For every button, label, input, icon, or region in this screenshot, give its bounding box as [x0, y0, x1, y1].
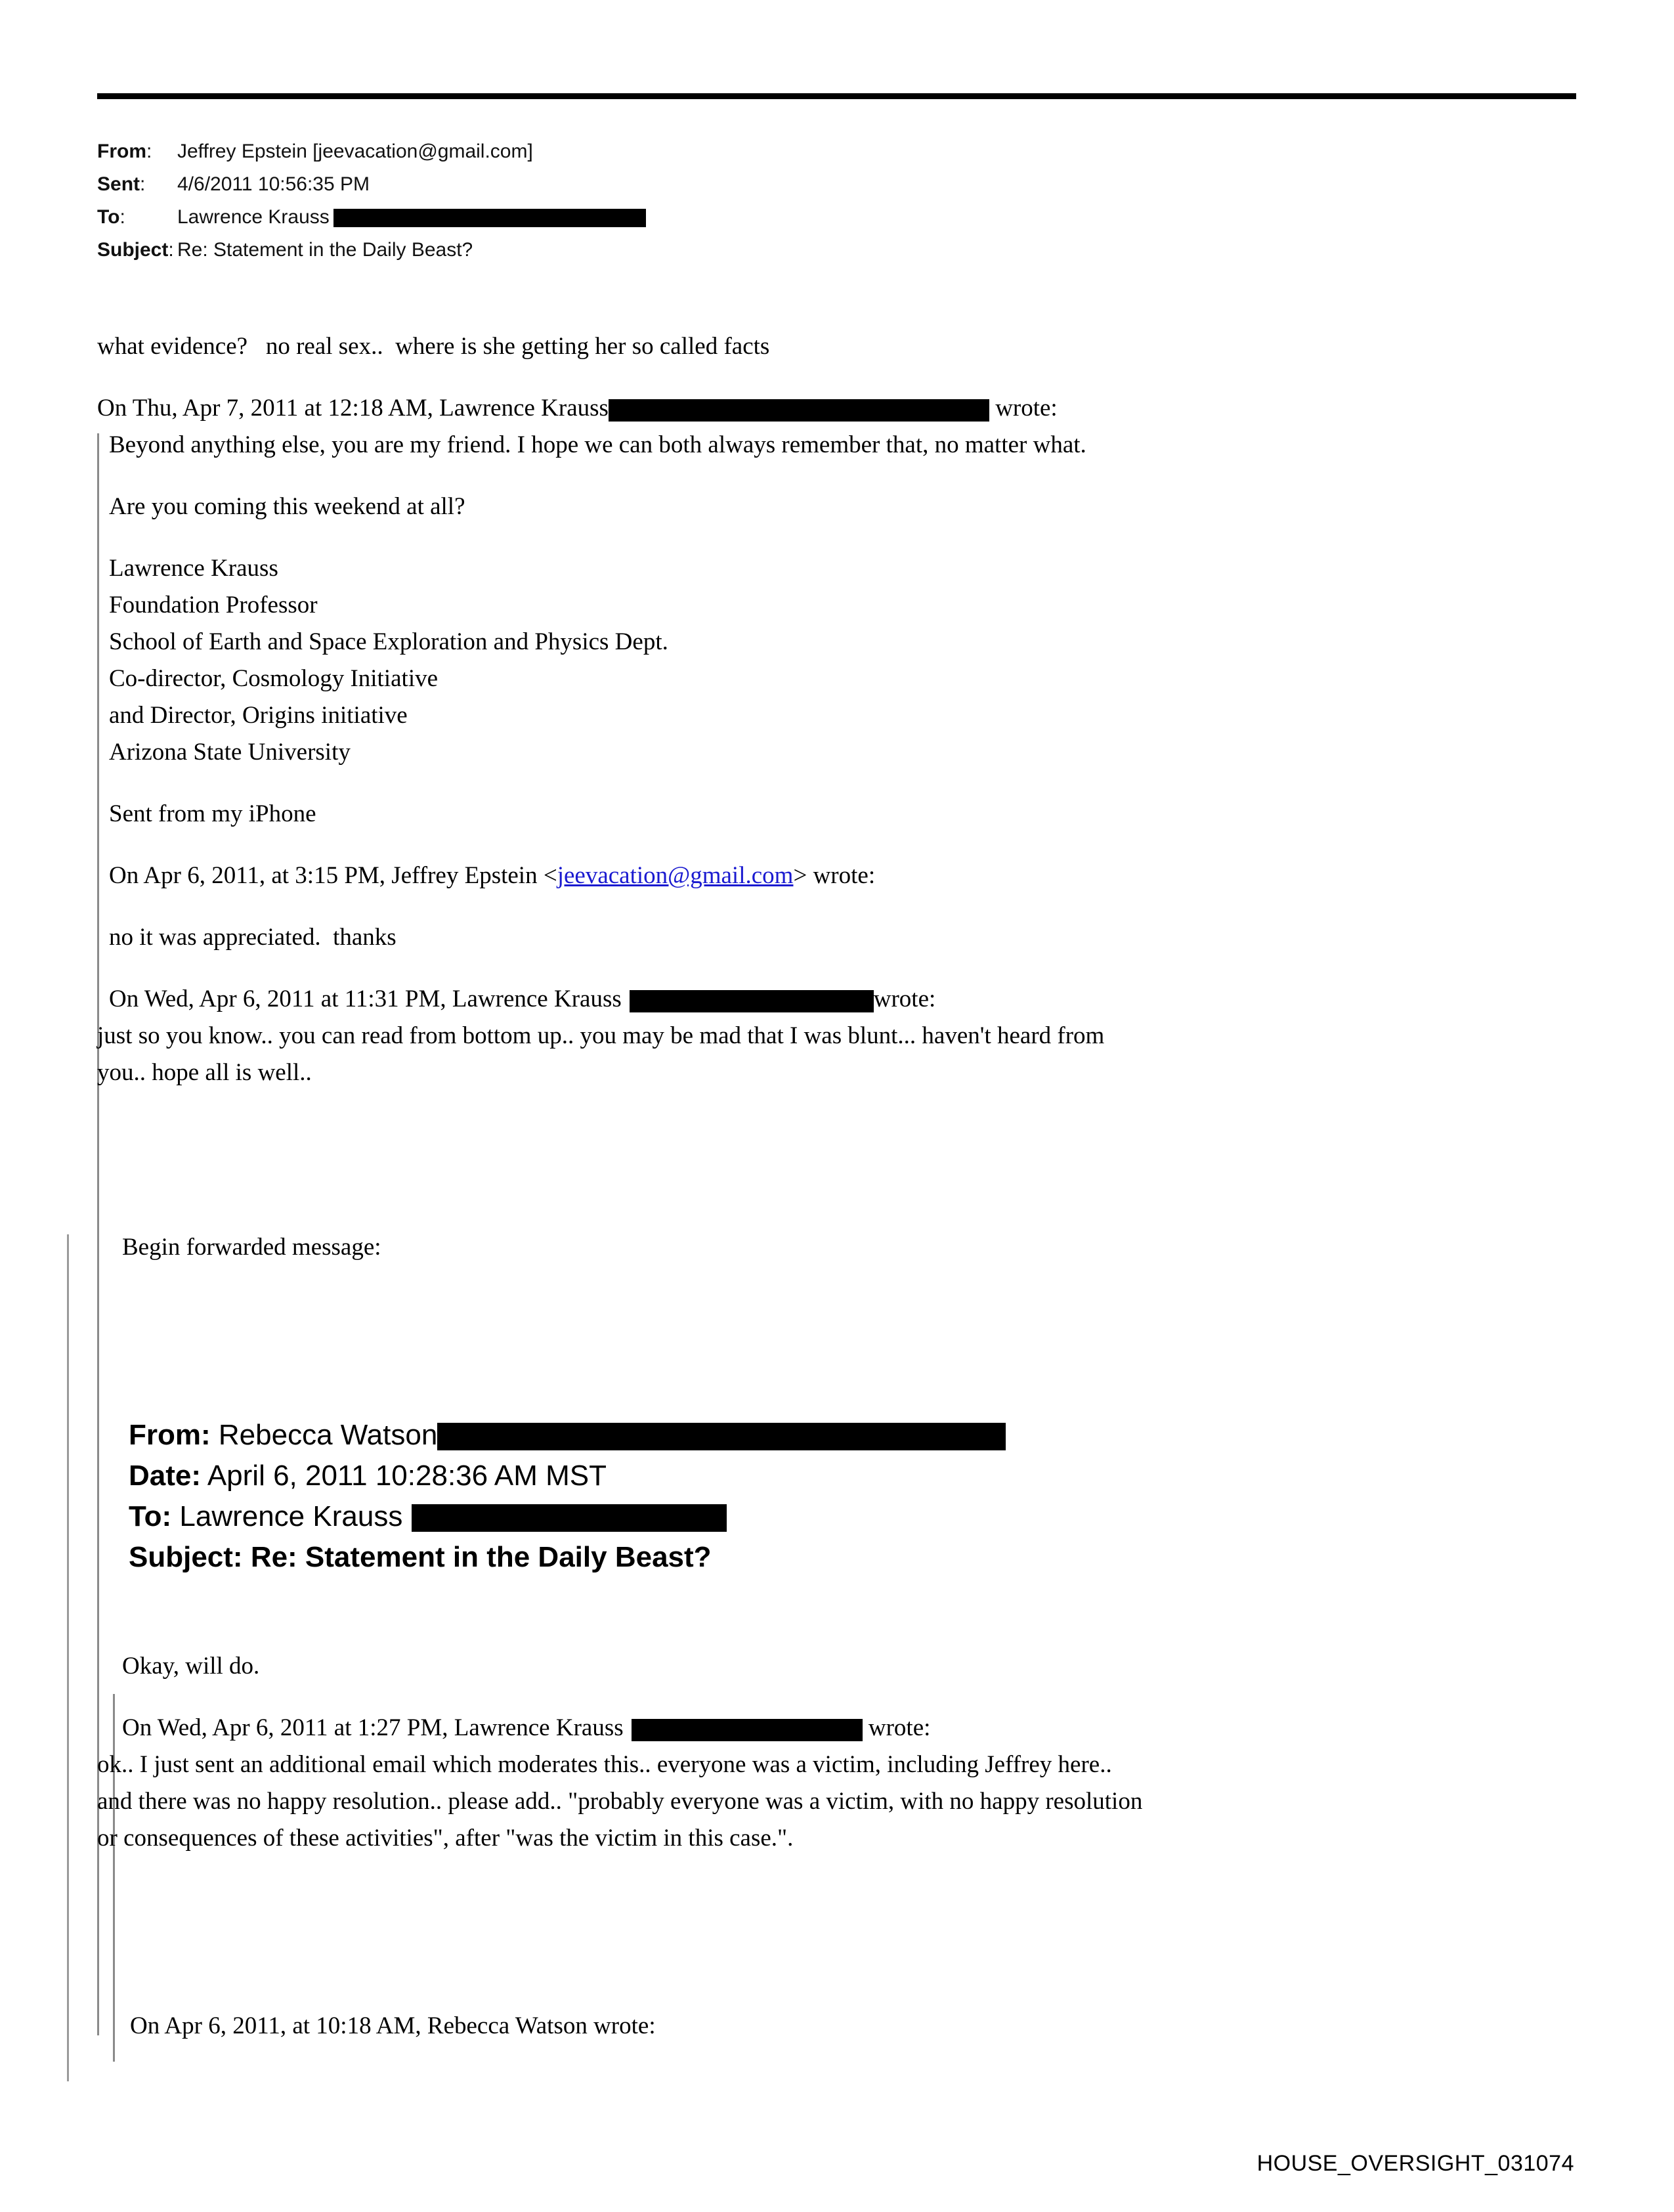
redaction-bar-quote1 — [609, 399, 989, 422]
forwarded-message-header — [129, 1415, 1573, 1578]
header-label-sent: Sent: — [97, 173, 146, 195]
header-row-sent — [97, 168, 1410, 201]
quote1-intro-after: wrote: — [989, 395, 1058, 422]
header-label-from-text: From — [97, 141, 146, 162]
forwarded-value-subject: Re: Statement in the Daily Beast? — [250, 1541, 712, 1573]
sent-from-iphone: Sent from my iPhone — [109, 800, 316, 827]
quote4-line-2: and there was no happy resolution.. please add.. "probably everyone was a victim, with no happy resolution — [97, 1788, 1143, 1815]
signature-line-3: School of Earth and Space Exploration and Physics Dept. — [109, 628, 668, 655]
signature-line-4: Co-director, Cosmology Initiative — [109, 665, 439, 692]
redaction-bar-fwd-to — [412, 1504, 727, 1532]
redaction-bar-to — [333, 209, 646, 227]
quote4-line-1: ok.. I just sent an additional email which moderates this.. everyone was a victim, including Jeffrey here.. — [97, 1751, 1112, 1778]
forwarded-value-date: April 6, 2011 10:28:36 AM MST — [207, 1460, 607, 1492]
header-label-sent-text: Sent — [97, 173, 140, 195]
header-value-to — [177, 201, 1410, 234]
header-label-to: To: — [97, 206, 125, 228]
signature-block — [109, 550, 1600, 771]
email-header — [97, 135, 1410, 267]
signature-line-1: Lawrence Krauss — [109, 555, 278, 582]
forwarded-label-to: To: — [129, 1500, 172, 1532]
quote3-line-1: just so you know.. you can read from bottom up.. you may be mad that I was blunt... haven't heard from — [97, 1022, 1105, 1049]
quote2-intro-after: > wrote: — [793, 862, 876, 889]
signature-line-6: Arizona State University — [109, 739, 351, 766]
quote3-line-2: you.. hope all is well.. — [97, 1059, 312, 1086]
forwarded-value-from — [211, 1419, 219, 1451]
signature-line-5: and Director, Origins initiative — [109, 702, 408, 729]
forwarded-row-to — [129, 1496, 1573, 1537]
forwarded-row-from — [129, 1415, 1573, 1456]
header-row-subject — [97, 234, 1410, 267]
quote1-intro-before: On Thu, Apr 7, 2011 at 12:18 AM, Lawrence Krauss — [97, 395, 609, 422]
quote1-line-1: Beyond anything else, you are my friend. I hope we can both always remember that, no matter what. — [109, 431, 1086, 458]
begin-forwarded-message: Begin forwarded message: — [122, 1234, 381, 1261]
forwarded-label-date: Date: — [129, 1460, 202, 1492]
quote3-intro-after: wrote: — [873, 986, 936, 1012]
quote2-intro — [109, 857, 1600, 894]
quote1-line-2: Are you coming this weekend at all? — [109, 493, 465, 520]
forwarded-value-from-text: Rebecca Watson — [218, 1419, 438, 1451]
header-label-from: From: — [97, 141, 152, 162]
quote-bar-level2b — [67, 1996, 69, 2081]
quote1-intro — [97, 390, 1600, 427]
quote4-intro-before: On Wed, Apr 6, 2011 at 1:27 PM, Lawrence Krauss — [122, 1714, 624, 1741]
header-label-subject-text: Subject — [97, 239, 169, 261]
body-paragraph-2: no it was appreciated. thanks — [109, 924, 397, 951]
quote-bar-level2 — [67, 1234, 69, 1996]
redaction-bar-fwd-from — [437, 1423, 1006, 1450]
top-rule-divider — [97, 93, 1576, 99]
quote4-line-3: or consequences of these activities", after "was the victim in this case.". — [97, 1825, 794, 1852]
redaction-bar-quote3 — [630, 990, 874, 1012]
quote4-intro-after: wrote: — [862, 1714, 931, 1741]
forwarded-subject-space — [243, 1541, 251, 1573]
forwarded-to-space — [171, 1500, 179, 1532]
redaction-bar-quote4 — [632, 1719, 863, 1741]
forwarded-label-subject: Subject: — [129, 1541, 243, 1573]
signature-line-2: Foundation Professor — [109, 592, 318, 618]
body-paragraph-3: Okay, will do. — [122, 1653, 260, 1680]
quote3-intro-before: On Wed, Apr 6, 2011 at 11:31 PM, Lawrence Krauss — [109, 986, 622, 1012]
bates-number: HOUSE_OVERSIGHT_031074 — [1256, 2151, 1574, 2176]
forwarded-row-date — [129, 1456, 1573, 1496]
quote3-intro — [109, 981, 1600, 1018]
header-value-subject: Re: Statement in the Daily Beast? — [177, 239, 473, 261]
forwarded-row-subject — [129, 1537, 1573, 1578]
header-row-to — [97, 201, 1410, 234]
header-value-to-text: Lawrence Krauss — [177, 206, 330, 228]
forwarded-date-space — [201, 1460, 207, 1492]
forwarded-label-from: From: — [129, 1419, 211, 1451]
header-row-from — [97, 135, 1410, 168]
forwarded-value-to: Lawrence Krauss — [179, 1500, 403, 1532]
header-label-subject: Subject: — [97, 239, 174, 261]
quote2-intro-before: On Apr 6, 2011, at 3:15 PM, Jeffrey Epstein < — [109, 862, 557, 889]
header-value-from: Jeffrey Epstein [jeevacation@gmail.com] — [177, 141, 533, 162]
header-label-to-text: To — [97, 206, 120, 228]
body-paragraph-1: what evidence? no real sex.. where is she getting her so called facts — [97, 333, 770, 360]
email-link[interactable]: jeevacation@gmail.com — [557, 862, 794, 889]
email-body — [97, 328, 1600, 2070]
quote5-intro: On Apr 6, 2011, at 10:18 AM, Rebecca Watson wrote: — [130, 2012, 656, 2039]
quote4-intro — [122, 1710, 1600, 1746]
header-value-sent: 4/6/2011 10:56:35 PM — [177, 173, 370, 195]
